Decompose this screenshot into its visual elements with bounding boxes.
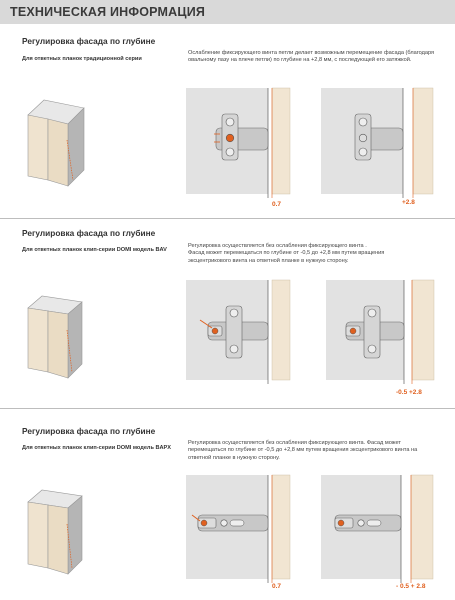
section-1-left-label: 0.7 <box>272 201 282 208</box>
section-1-description: Ослабление фиксирующего винта петли делает возможным перемещение фасада (благодаря овальному пазу на плече петли) по глубине на +2,8 мм, с последующей его затяжкой. <box>188 50 435 64</box>
section-2-description-line-1: Регулировка осуществляется без ослабления фиксирующего винта . <box>188 243 367 249</box>
section-1-title: Регулировка фасада по глубине <box>22 36 156 46</box>
hinge-diagram-3-left <box>186 475 290 590</box>
cabinet-illustration-3 <box>28 490 88 582</box>
section-3-right-label: - 0.5 + 2.8 <box>396 583 426 590</box>
hinge-diagram-1-right <box>321 88 433 206</box>
page-title: ТЕХНИЧЕСКАЯ ИНФОРМАЦИЯ <box>10 5 206 19</box>
section-divider-2 <box>0 408 455 409</box>
section-3-title: Регулировка фасада по глубине <box>22 426 156 436</box>
section-3-left-label: 0.7 <box>272 583 282 590</box>
section-3-subtitle: Для ответных планок клип-серии DOMI модель BAPX <box>22 445 172 451</box>
section-1-right-label: +2.8 <box>402 199 415 206</box>
section-1-subtitle: Для ответных планок традиционной серии <box>22 56 142 62</box>
cabinet-illustration-2 <box>28 296 88 386</box>
section-2-description-line-2: Фасад может перемещаться по глубине от -0,5 до +2,8 мм путем вращения <box>188 250 385 257</box>
hinge-diagram-3-right <box>321 475 433 590</box>
hinge-diagram-2-right <box>326 280 434 392</box>
section-divider-1 <box>0 218 455 219</box>
hinge-diagram-1-left <box>186 88 290 206</box>
section-2-subtitle: Для ответных планок клип-серии DOMI модель BAV <box>22 247 167 253</box>
hinge-diagram-2-left <box>186 280 290 392</box>
section-3-description: Регулировка осуществляется без ослабления фиксирующего винта. Фасад может перемещаться по глубине от -0,5 до +2,8 мм путем вращения эксцентрикового винта на ответной планке в нужную сторону. <box>188 440 418 461</box>
cabinet-illustration-1 <box>28 100 88 190</box>
section-2-title: Регулировка фасада по глубине <box>22 228 156 238</box>
page-header <box>0 0 455 24</box>
section-2-right-label: -0.5 +2.8 <box>396 389 422 396</box>
section-2-description-line-3: эксцентрикового винта на ответной планке в нужную сторону. <box>188 257 349 264</box>
section-2-description <box>188 243 438 265</box>
